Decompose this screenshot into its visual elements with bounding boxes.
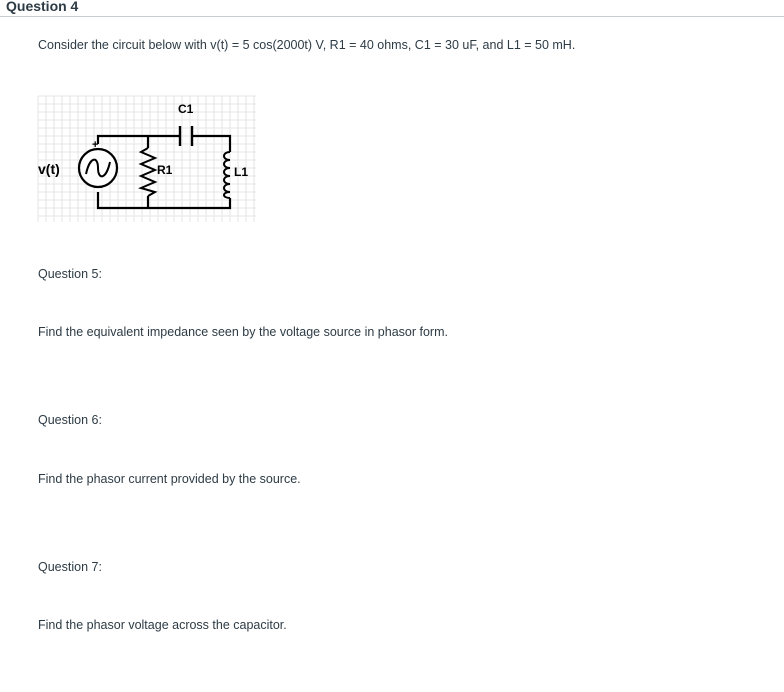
- part-label-6: Question 6:: [38, 413, 102, 427]
- inductor-l1: [224, 152, 230, 198]
- resistor-zigzag: [141, 148, 155, 196]
- inductor-label: L1: [234, 165, 249, 179]
- inductor-coil: [224, 152, 230, 198]
- part-label-5: Question 5:: [38, 267, 102, 281]
- part-prompt-7: Find the phasor voltage across the capacitor.: [38, 618, 287, 632]
- circuit-diagram: [30, 92, 262, 224]
- resistor-label: R1: [157, 163, 173, 177]
- question-intro: Consider the circuit below with v(t) = 5 cos(2000t) V, R1 = 40 ohms, C1 = 30 uF, and L1 = 50 mH.: [38, 38, 576, 52]
- resistor-r1: [141, 148, 155, 196]
- source-label: v(t): [38, 161, 60, 177]
- part-prompt-6: Find the phasor current provided by the source.: [38, 472, 301, 486]
- voltage-source: [79, 139, 117, 187]
- part-prompt-5: Find the equivalent impedance seen by the voltage source in phasor form.: [38, 325, 448, 339]
- capacitor-label: C1: [178, 102, 194, 116]
- source-polarity: +: [92, 139, 99, 151]
- question-header: [0, 0, 784, 17]
- question-title: Question 4: [6, 0, 79, 14]
- part-label-7: Question 7:: [38, 560, 102, 574]
